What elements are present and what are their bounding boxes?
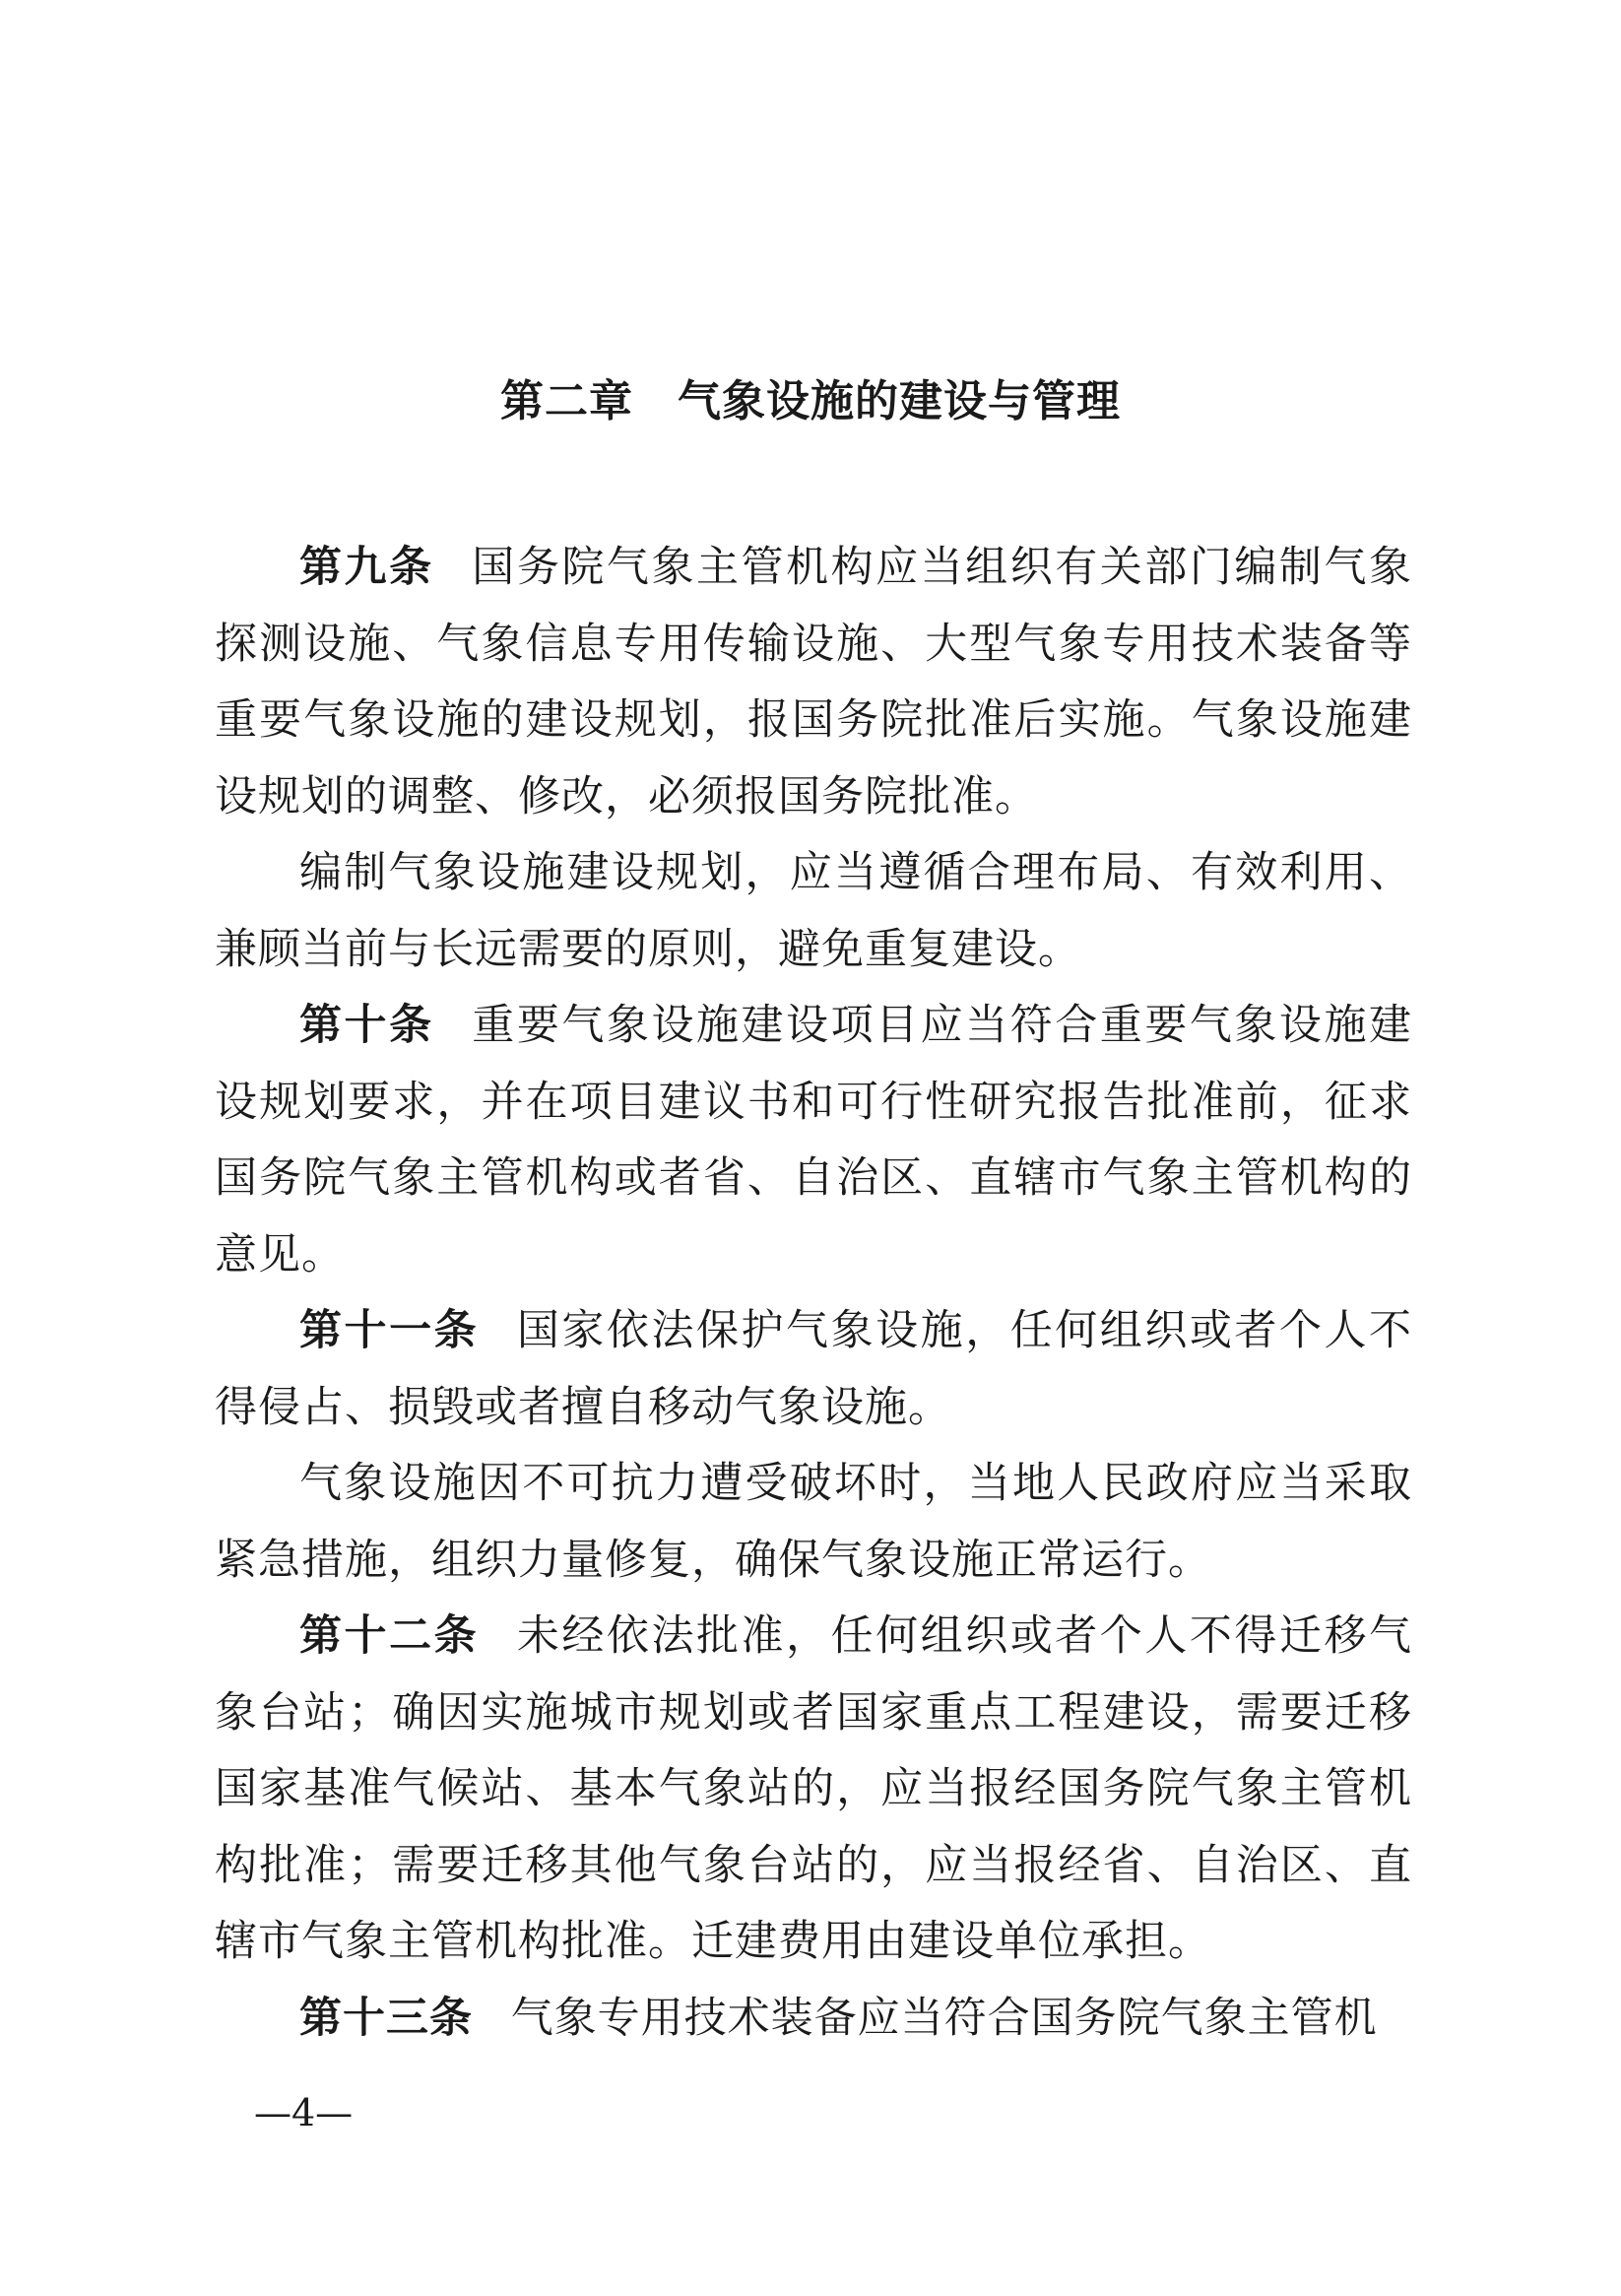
paragraph-article-10 [215,988,1412,1293]
paragraph-article-11-continued [215,1446,1412,1599]
document-body [215,530,1412,2057]
paragraph-text: 重要气象设施建设项目应当符合重要气象设施建设规划要求，并在项目建议书和可行性研究报告批准前，征求国务院气象主管机构或者省、自治区、直辖市气象主管机构的意见。 [215,1001,1413,1279]
article-heading: 第十二条 [299,1611,480,1661]
paragraph-article-9-continued [215,835,1412,988]
page-number: —4— [254,2091,354,2134]
paragraph-article-9 [215,530,1412,835]
article-heading: 第十一条 [299,1306,480,1355]
paragraph-article-13 [215,1981,1412,2058]
chapter-title: 第二章 气象设施的建设与管理 [500,376,1121,426]
article-heading: 第九条 [299,543,434,592]
paragraph-article-12 [215,1599,1412,1981]
paragraph-article-11 [215,1293,1412,1446]
paragraph-text: 国务院气象主管机构应当组织有关部门编制气象探测设施、气象信息专用传输设施、大型气象专用技术装备等重要气象设施的建设规划，报国务院批准后实施。气象设施建设规划的调整、修改，必须报国务院批准。 [215,543,1413,821]
article-heading: 第十三条 [299,1993,473,2043]
paragraph-text: 国家依法保护气象设施，任何组织或者个人不得侵占、损毁或者擅自移动气象设施。 [215,1306,1413,1432]
paragraph-text: 未经依法批准，任何组织或者个人不得迁移气象台站；确因实施城市规划或者国家重点工程建设，需要迁移国家基准气候站、基本气象站的，应当报经国务院气象主管机构批准；需要迁移其他气象台站的，应当报经省、自治区、直辖市气象主管机构批准。迁建费用由建设单位承担。 [215,1611,1413,1966]
paragraph-text: 气象设施因不可抗力遭受破坏时，当地人民政府应当采取紧急措施，组织力量修复，确保气象设施正常运行。 [215,1459,1412,1585]
paragraph-text: 气象专用技术装备应当符合国务院气象主管机 [510,1993,1378,2043]
article-heading: 第十条 [299,1001,434,1050]
paragraph-text: 编制气象设施建设规划，应当遵循合理布局、有效利用、兼顾当前与长远需要的原则，避免重复建设。 [215,848,1412,974]
